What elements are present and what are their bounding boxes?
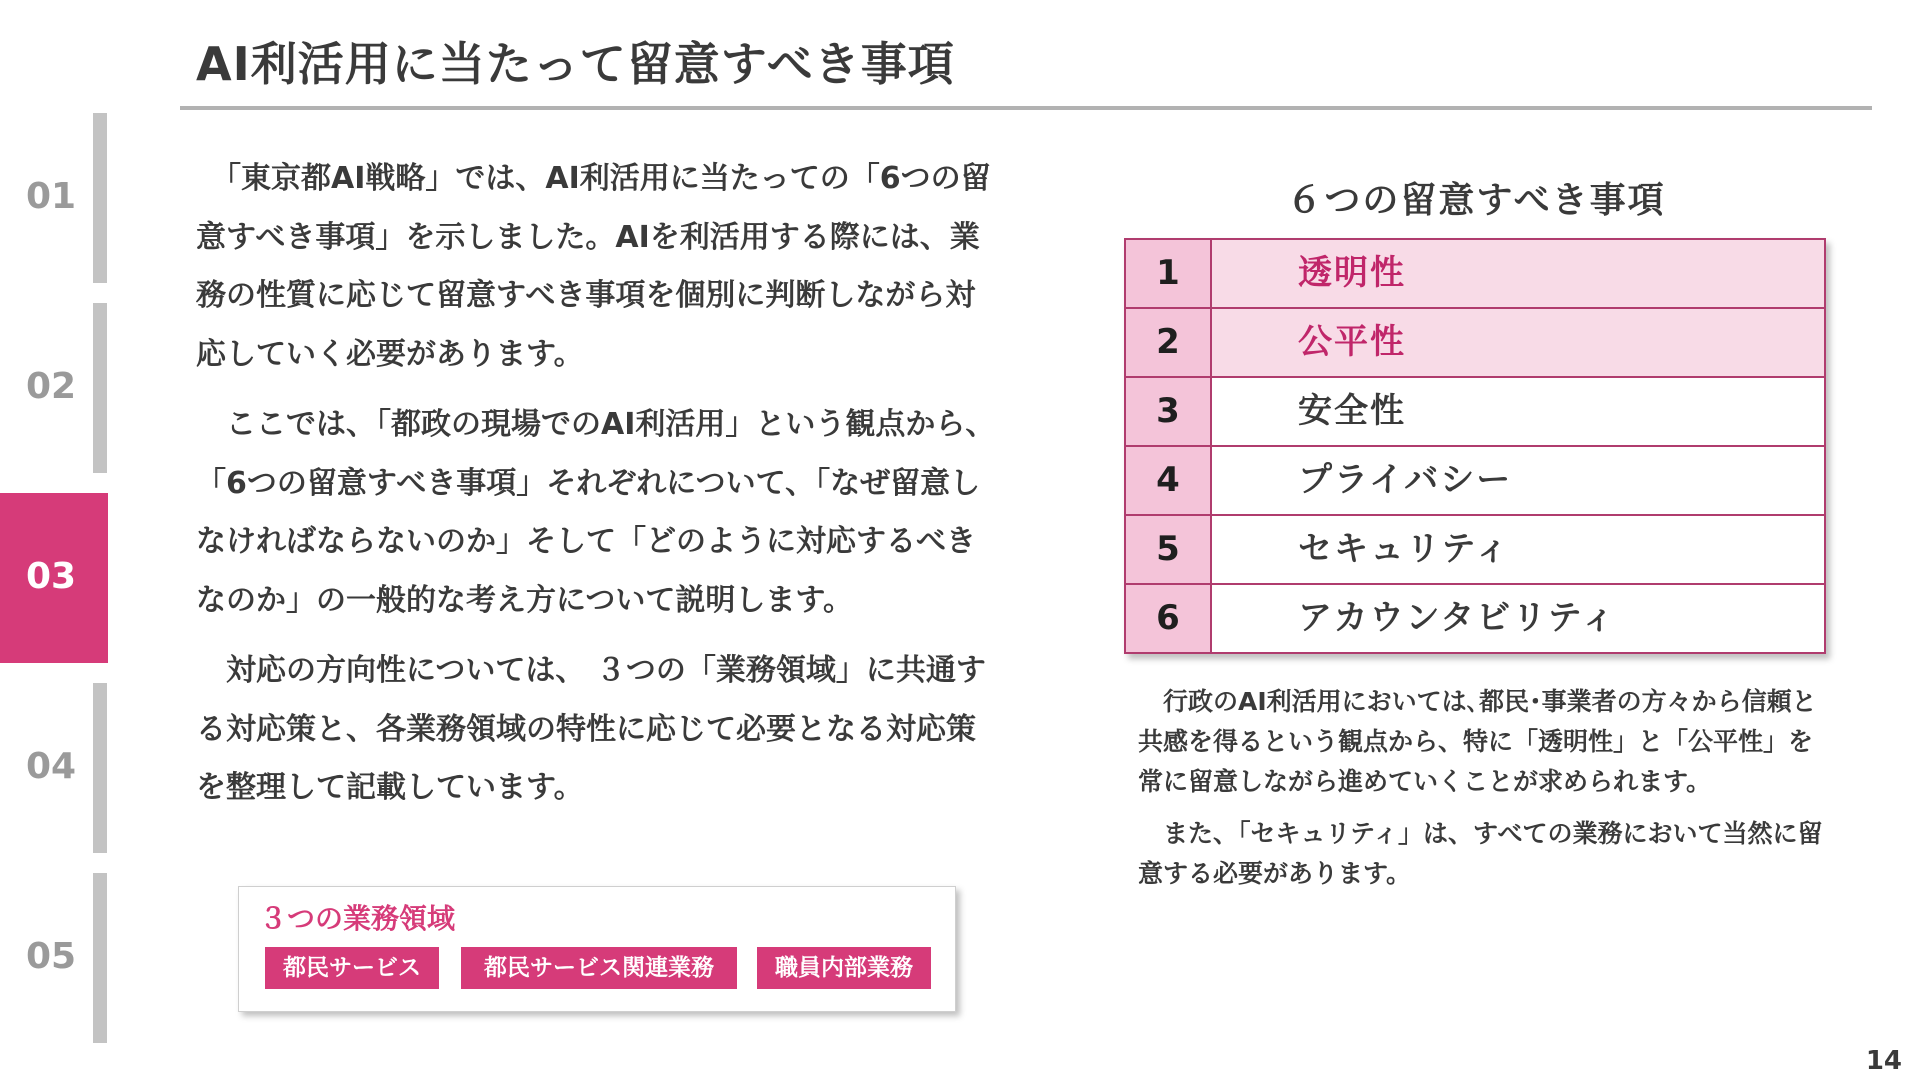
row-number: 6 bbox=[1126, 585, 1212, 652]
matters-table-title: ６つの留意すべき事項 bbox=[1286, 180, 1666, 221]
nav-label: 03 bbox=[26, 556, 77, 597]
nav-bar bbox=[93, 683, 107, 853]
body-paragraph: ここでは、「都政の現場でのAI利活用」という観点から、「6つの留意すべき事項」それぞれについて、「なぜ留意しなければならないのか」そして「どのように対応するべきなのか」の一般的な考え方について説明します。 bbox=[196, 407, 996, 618]
nav-item-03[interactable] bbox=[0, 493, 108, 663]
nav-item-05[interactable] bbox=[0, 873, 108, 1043]
note-paragraph: また、「セキュリティ」は、すべての業務において当然に留意する必要があります。 bbox=[1138, 819, 1823, 888]
nav-item-04[interactable] bbox=[0, 683, 108, 853]
body-text bbox=[196, 150, 996, 830]
nav-label: 05 bbox=[26, 936, 77, 977]
body-paragraph: 「東京都AI戦略」では、AI利活用に当たっての「6つの留意すべき事項」を示しました。AIを利活用する際には、業務の性質に応じて留意すべき事項を個別に判断しながら対応していく必要があります。 bbox=[196, 161, 991, 372]
table-row bbox=[1126, 240, 1824, 309]
nav-label: 01 bbox=[26, 176, 77, 217]
row-name: アカウンタビリティ bbox=[1298, 598, 1617, 638]
row-name: 透明性 bbox=[1212, 240, 1824, 307]
domain-tag: 都民サービス bbox=[265, 947, 439, 989]
row-name: 安全性 bbox=[1298, 391, 1406, 431]
nav-label: 02 bbox=[26, 366, 77, 407]
nav-item-01[interactable] bbox=[0, 113, 108, 283]
row-number: 3 bbox=[1126, 378, 1212, 445]
business-domains-title: ３つの業務領域 bbox=[259, 902, 456, 935]
table-row bbox=[1126, 447, 1824, 516]
title-divider bbox=[180, 106, 1872, 110]
table-row bbox=[1126, 585, 1824, 652]
row-name: 公平性 bbox=[1212, 309, 1824, 376]
nav-bar bbox=[93, 873, 107, 1043]
page-title: AI利活用に当たって留意すべき事項 bbox=[196, 37, 955, 91]
row-name: プライバシー bbox=[1298, 460, 1513, 500]
table-row bbox=[1126, 516, 1824, 585]
row-number: 5 bbox=[1126, 516, 1212, 583]
matters-table bbox=[1124, 238, 1826, 654]
note-text bbox=[1138, 682, 1828, 906]
table-row bbox=[1126, 378, 1824, 447]
nav-bar bbox=[93, 113, 107, 283]
body-paragraph: 対応の方向性については、 ３つの「業務領域」に共通する対応策と、各業務領域の特性に応じて必要となる対応策を整理して記載しています。 bbox=[196, 653, 986, 805]
row-number: 4 bbox=[1126, 447, 1212, 514]
nav-bar bbox=[93, 303, 107, 473]
domain-tag: 職員内部業務 bbox=[757, 947, 931, 989]
page-number: 14 bbox=[1865, 1046, 1902, 1076]
nav-item-02[interactable] bbox=[0, 303, 108, 473]
row-number: 2 bbox=[1126, 309, 1212, 376]
note-paragraph: 行政のAI利活用においては､都民･事業者の方々から信頼と共感を得るという観点から、特に「透明性」と「公平性」を常に留意しながら進めていくことが求められます。 bbox=[1138, 687, 1817, 796]
nav-label: 04 bbox=[26, 746, 77, 787]
row-number: 1 bbox=[1126, 240, 1212, 307]
table-row bbox=[1126, 309, 1824, 378]
domain-tag: 都民サービス関連業務 bbox=[461, 947, 737, 989]
row-name: セキュリティ bbox=[1298, 529, 1511, 569]
business-domains-box bbox=[238, 886, 956, 1012]
